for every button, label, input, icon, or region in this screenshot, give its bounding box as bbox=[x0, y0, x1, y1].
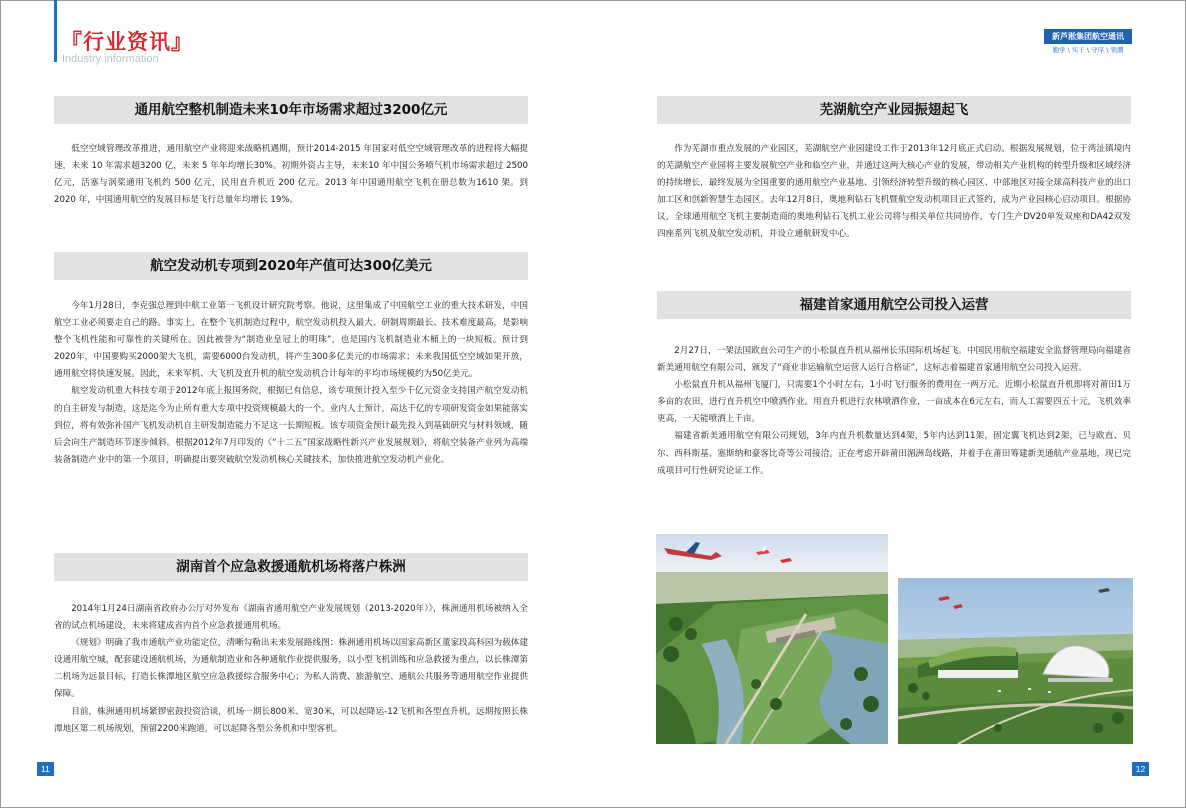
header-accent-bar bbox=[54, 0, 57, 62]
paragraph: 2014年1月24日湖南省政府办公厅对外发布《湖南省通用航空产业发展规划（2013-2020年）》，株洲通用机场被纳入全省的试点机场建设，未来将建成省内首个应急救援通用机场。 bbox=[54, 604, 528, 632]
paragraph: 今年1月28日，李克强总理到中航工业第一飞机设计研究院考察。他说，这里集成了中国航空工业的重大技术研发，中国航空工业必须要走自己的路。事实上，在整个飞机制造过程中，航空发动机投入最大、研制周期最长、技术难度最高，是影响整个飞机性能和可靠性的关键所在。因此被誉为“制造业皇冠上的明珠”，也是国内飞机制造业木桶上的一块短板。预计到2020年，中国要购买2000架大飞机，需要6000台发动机，将产生300多亿美元的市场需求；未来我国低空空域如果开放，通用航空将快速发展。因此，未来军机、大飞机及直升机的航空发动机合计每年的平均市场规模约为50亿美元。 bbox=[54, 301, 528, 380]
terminal-rendering-photo bbox=[898, 578, 1133, 744]
section-title-gm-market: 通用航空整机制造未来10年市场需求超过3200亿元 bbox=[54, 96, 528, 124]
paragraph: 《规划》明确了我市通航产业功能定位，清晰勾勒出未来发展路线图：株洲通用机场以国家高新区董家段高科园为载体建设通用航空城，配套建设通航机场，为通航制造业和各种通航作业提供服务，以小型飞机训练和应急救援为重点，以长株潭第二机场为远景目标，打造长株潭地区航空应急救援综合服务中心；为私人消费、旅游航空、通航公共服务等通用航空作业提供保障。 bbox=[54, 638, 528, 700]
paragraph: 航空发动机重大科技专项于2012年底上报国务院，根据已有信息，该专项预计投入至少千亿元资金支持国产航空发动机的自主研发与制造，这是迄今为止所有重大专项中投资规模最大的一个。业内人士预计，高达千亿的专项研发资金如果能落实到位，将有效弥补国产飞机发动机自主研发制造能力不足这一长期短板。该专项资金预计最先投入到基础研究与材料领域，随后会向生产制造环节逐步倾斜。根据2012年7月印发的《“十二五”国家战略性新兴产业发展规划》，将航空装备产业列为高端装备制造产业中的第一个项目，明确提出要突破航空发动机核心关键技术，加快推进航空发动机产业化。 bbox=[54, 386, 528, 465]
paragraph: 2月27日，一架法国欧直公司生产的小松鼠直升机从福州长乐国际机场起飞。中国民用航空福建安全监督管理局向福建省新美通用航空有限公司，颁发了“商业非运输航空运营人运行合格证”，这标志着福建首家通用航空公司投入运营。 bbox=[657, 346, 1131, 374]
article-engine bbox=[54, 298, 528, 469]
section-title-hunan-airport: 湖南首个应急救援通航机场将落户株洲 bbox=[54, 553, 528, 581]
paragraph: 小松鼠直升机从福州飞厦门，只需要1个小时左右，1小时飞行服务的费用在一两万元。近期小松鼠直升机即将对莆田1万多亩的农田，进行直升机空中喷洒作业。用直升机进行农林喷洒作业，一亩成本在6元左右，而人工需要四五十元，飞机效率更高，一天能喷洒上千亩。 bbox=[657, 380, 1131, 425]
section-title-engine: 航空发动机专项到2020年产值可达300亿美元 bbox=[54, 252, 528, 280]
right-page bbox=[593, 0, 1186, 808]
section-title-fujian: 福建首家通用航空公司投入运营 bbox=[657, 291, 1131, 319]
page-number-right: 12 bbox=[1132, 762, 1149, 776]
section-title-wuhu: 芜湖航空产业园振翅起飞 bbox=[657, 96, 1131, 124]
airport-park-rendering-photo bbox=[656, 534, 888, 744]
paragraph: 作为芜湖市重点发展的产业园区，芜湖航空产业园建设工作于2013年12月底正式启动。根据发展规划，位于湾沚镇境内的芜湖航空产业园将主要发展航空产业和临空产业，并通过这两大核心产业的发展，带动相关产业机构的转型升级和区域经济的持续增长，最终发展为全国重要的通用航空产业基地、引领经济转型升级的核心园区、中部地区对接全球高科技产业的出口加工区和创新智慧生态园区。去年12月8日，奥地利钻石飞机暨航空发动机项目正式签约，成为产业园核心启动项目。根据协议，全球通用航空飞机主要制造商的奥地利钻石飞机工业公司将与相关单位共同协作，专门生产DV20单发双座和DA42双发四座系列飞机及航空发动机，并设立通航研发中心。 bbox=[657, 144, 1131, 240]
terminal-illustration bbox=[898, 578, 1133, 744]
article-wuhu bbox=[657, 141, 1131, 244]
page-number-left: 11 bbox=[37, 762, 54, 776]
header-title: 『行业资讯』 bbox=[61, 30, 193, 54]
article-gm-market bbox=[54, 141, 528, 209]
brand-name: 新芦淞集团航空通讯 bbox=[1044, 29, 1132, 44]
article-fujian bbox=[657, 343, 1131, 480]
article-hunan-airport bbox=[54, 601, 528, 738]
brand-logo bbox=[1044, 29, 1132, 54]
paragraph: 福建省新美通用航空有限公司规划，3年内直升机数量达到4架，5年内达到11架，固定翼飞机达到2架，已与欧直、贝尔、西科斯基、塞斯纳和豪客比奇等公司接洽。正在考虑开辟莆田湄洲岛线路，并着手在莆田筹建新美通航产业基地，现已完成项目可行性研究论证工作。 bbox=[657, 431, 1131, 476]
paragraph: 低空空域管理改革推进，通用航空产业将迎来战略机遇期，预计2014-2015 年国家对低空空域管理改革的进程将大幅提速，未来 10 年需求超3200 亿，未来 5 年年均增长30%。初期外资占主导，未来10 年中国公务喷气机市场需求超过 2500 亿元，活塞与涡桨通用飞机约 500 亿元，民用直升机近 200 亿元。2013 年中国通用航空飞机在册总数为1610 架。到 2020 年，中国通用航空的发展目标是飞行总量年均增长 19%。 bbox=[54, 144, 528, 206]
header-subtitle: Industry information bbox=[62, 53, 159, 65]
brand-tagline: 勤学 \ 实干 \ 守序 \ 领潮 bbox=[1052, 46, 1124, 54]
paragraph: 目前，株洲通用机场紧锣密鼓投资洽谈，机场一期长800米、宽30米，可以起降运-12飞机和各型直升机，远期按照长株潭地区第二机场规划，预留2200米跑道，可以起降各型公务机和中型客机。 bbox=[54, 706, 528, 734]
aerial-park-illustration bbox=[656, 534, 888, 744]
